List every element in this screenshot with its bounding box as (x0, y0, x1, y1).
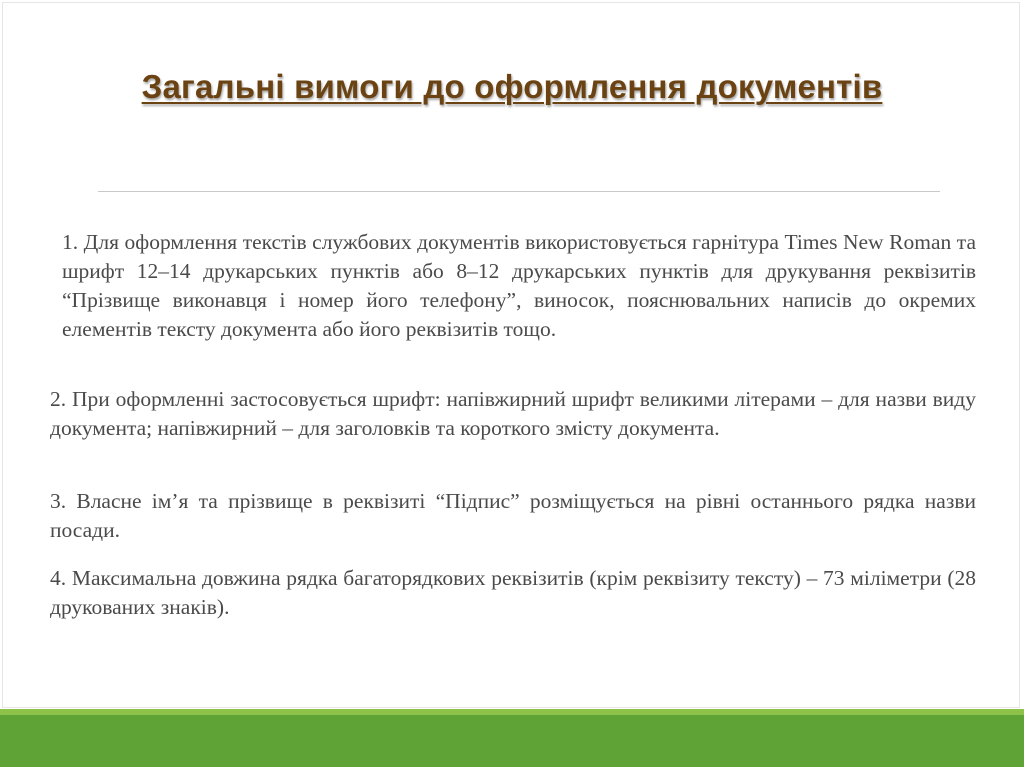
requirement-paragraph-2: 2. При оформленні застосовується шрифт: напівжирний шрифт великими літерами – для назви виду документа; напівжирний – для заголовків та короткого змісту документа. (50, 387, 976, 440)
title-divider (98, 191, 940, 192)
slide-title: Загальні вимоги до оформлення документів (141, 68, 883, 105)
requirement-paragraph-1: 1. Для оформлення текстів службових документів використовується гарнітура Times New Roman та шрифт 12–14 друкарських пунктів або 8–12 друкарських пунктів для друкування реквізитів “Прізвище виконавця і номер його телефону”, виносок, пояснювальних написів до окремих елементів тексту документа або його реквізитів тощо. (62, 230, 976, 341)
requirement-paragraph-4: 4. Максимальна довжина рядка багаторядкових реквізитів (крім реквізиту тексту) – 73 міліметри (28 друкованих знаків). (50, 566, 976, 619)
footer-band (0, 715, 1024, 767)
requirement-paragraph-3: 3. Власне ім’я та прізвище в реквізиті “Підпис” розміщується на рівні останнього рядка назви посади. (50, 489, 976, 542)
